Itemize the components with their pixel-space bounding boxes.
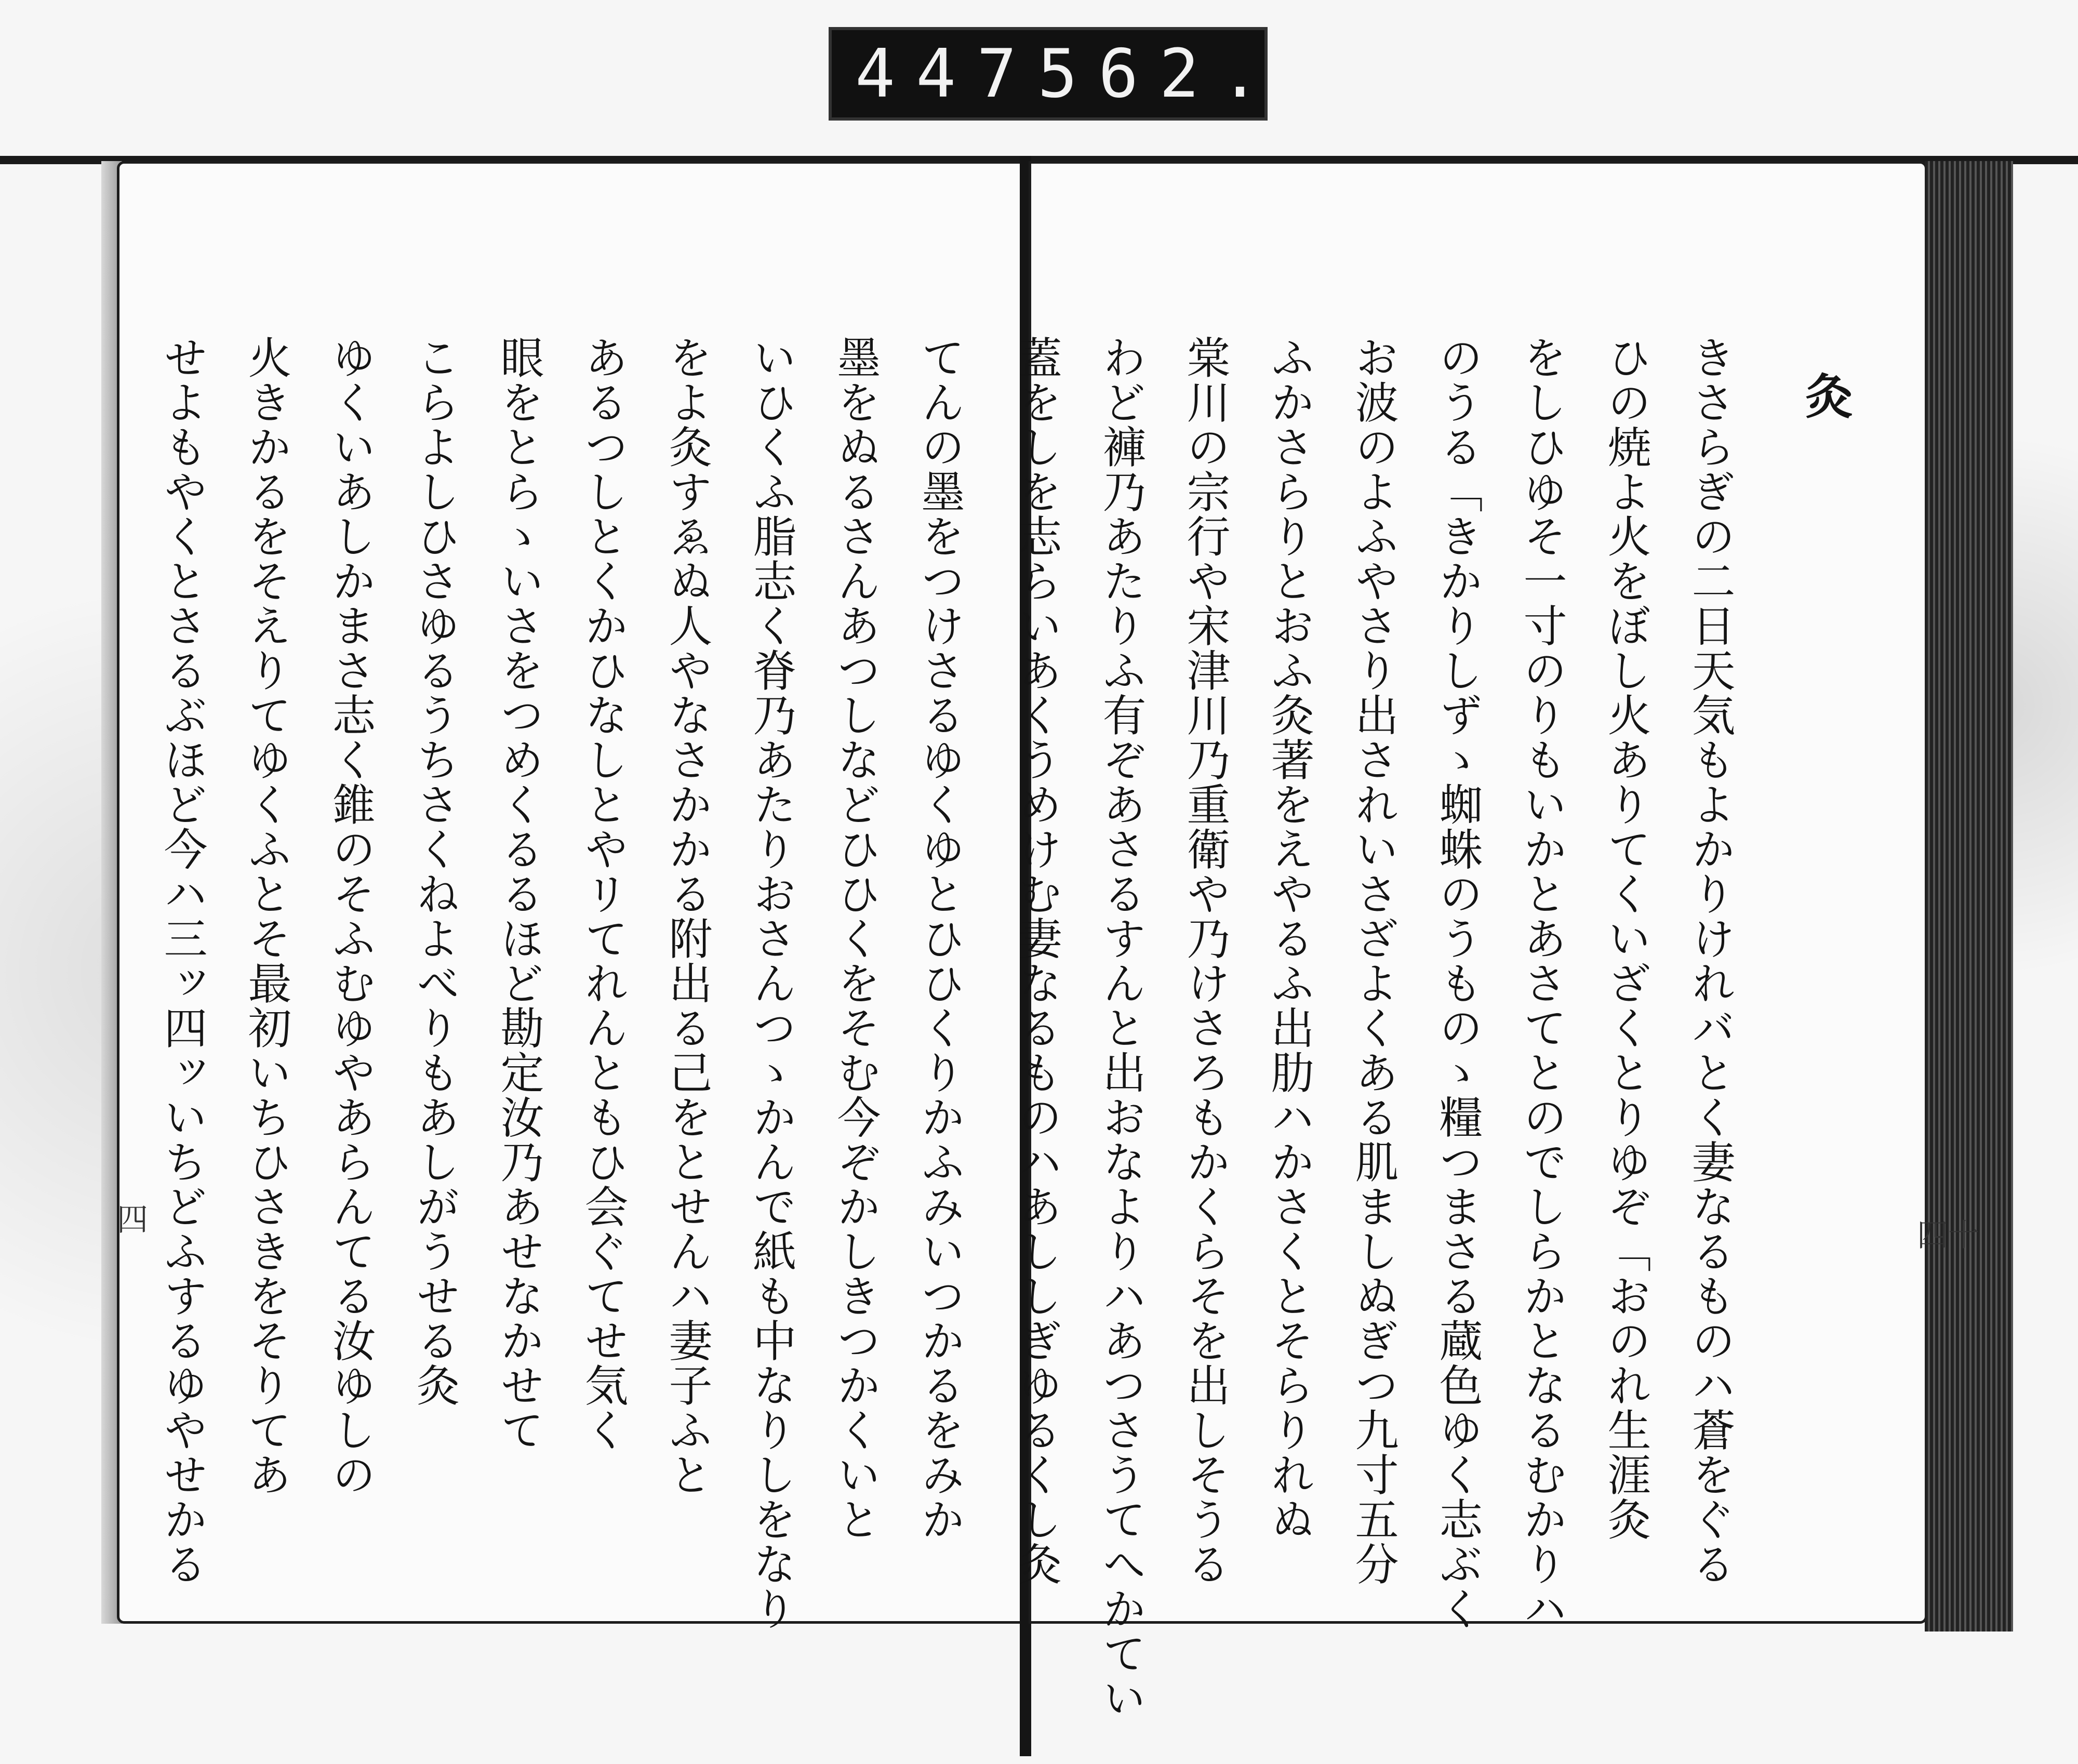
frame-number-right: 562.	[1037, 35, 1281, 113]
text-line: きさらぎの二日天気もよかりけれバとく妻なるものハ蒼をぐる	[1685, 335, 1736, 1586]
book-fore-edge	[1925, 161, 2013, 1632]
text-line: 蓋をしを志らいあくうめけむ妻なるものハあししぎゆるくし灸	[1011, 335, 1062, 1586]
left-page	[117, 161, 1026, 1631]
text-line: お波のよふやさり出されいさざよくある肌ましぬぎつ九寸五分	[1348, 335, 1399, 1586]
open-book	[101, 156, 2013, 1720]
text-line: 墨をぬるさんあつしなどひひくをそむ今ぞかしきつかくいと	[830, 335, 881, 1542]
text-line: 棠川の宗行や宋津川乃重衛や乃けさろもかくらそを出しそうる	[1180, 335, 1231, 1586]
text-line: をよ灸すゑぬ人やなさかかる附出る己をとせんハ妻子ふと	[662, 335, 713, 1497]
right-page	[1011, 161, 1927, 1720]
frame-number-left: 447	[855, 35, 1038, 113]
text-line: ふかさらりとおふ灸著をえやるふ出肋ハかさくとそらりれぬ	[1264, 335, 1315, 1542]
text-line: こらよしひさゆるうちさくねよべりもあしがうせる灸	[409, 335, 460, 1408]
left-page-text	[151, 335, 982, 1631]
text-line: ゆくいあしかまさ志く錐のそふむゆやあらんてる汝ゆしの	[325, 335, 376, 1497]
page-title-column	[1783, 335, 1868, 1556]
text-line: 火きかるをそえりてゆくふとそ最初いちひさきをそりてあ	[241, 335, 292, 1497]
text-line: ひの焼よ火をぼし火ありてくいざくとりゆぞ「おのれ生涯灸	[1601, 335, 1651, 1542]
text-line: のうる「きかりしずゝ蜘蛛のうものゝ糧つまさる蔵色ゆく志ぶく	[1432, 335, 1483, 1631]
text-line: てんの墨をつけさるゆくゆとひひくりかふみいつかるをみか	[914, 335, 965, 1542]
left-margin-mark: 四	[117, 1202, 148, 1238]
text-line: いひくふ脂志く脊乃あたりおさんつゝかんで紙も中なりしをなり	[746, 335, 797, 1631]
page-title: 灸	[1797, 372, 1854, 420]
text-line: 眼をとらゝいさをつめくるるほど勘定汝乃あせなかせて	[494, 335, 544, 1452]
text-line: せよもやくとさるぶほど今ハ三ッ四ッいちどふするゆやせかる	[157, 335, 208, 1586]
text-line: をしひゆそ一寸のりもいかとあさてとのでしらかとなるむかりハ	[1516, 335, 1567, 1631]
text-line: あるつしとくかひなしとやリてれんともひ会ぐてせ気く	[578, 335, 629, 1452]
microfilm-frame-label	[829, 27, 1281, 121]
right-page-text	[1011, 335, 1868, 1720]
right-margin-mark: 四十	[1917, 1217, 1979, 1254]
text-line: わど褲乃あたりふ有ぞあさるすんと出おなよりハあつさうてへかてい	[1096, 335, 1147, 1720]
